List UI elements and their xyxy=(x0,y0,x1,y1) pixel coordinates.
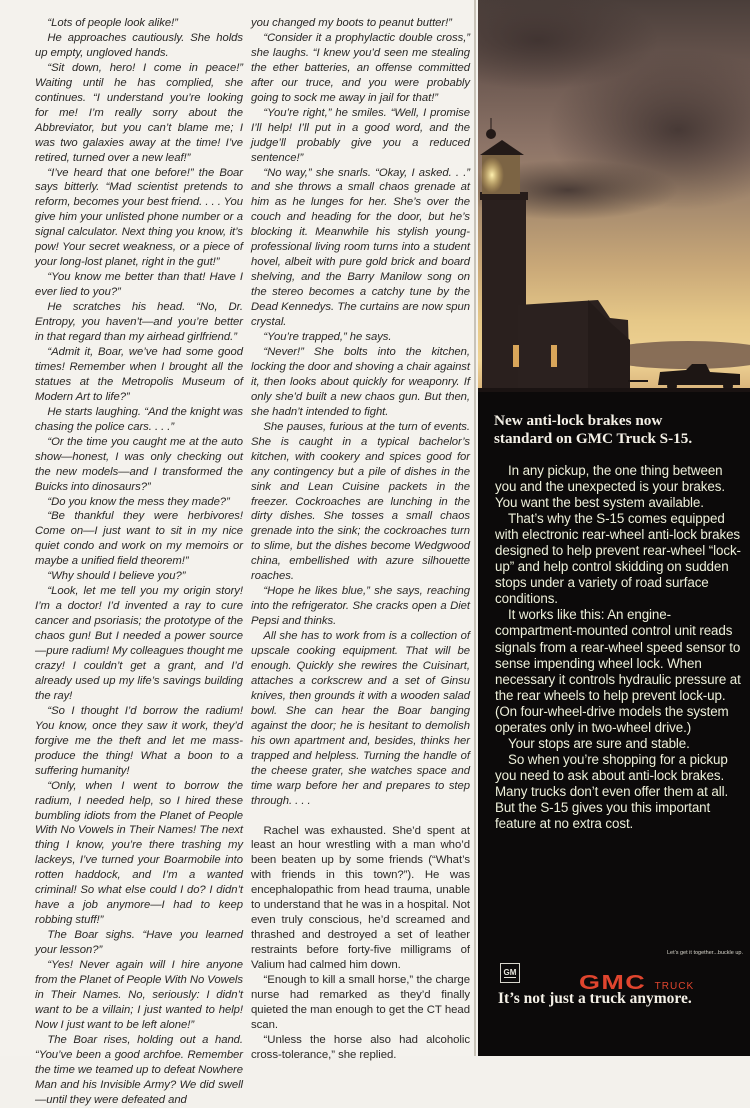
lighthouse-photo xyxy=(478,0,750,392)
story-paragraph: “You know me better than that! Have I ever lied to you?” xyxy=(35,271,243,299)
story-paragraph: “Sit down, hero! I come in peace!” Waiting until he has complied, she continues. “I understand you’re looking for me! I’m really sorry about the Abbreviator, but you can’t blame me; I was two galaxies away at the time! I’ve retired, turned over a new leaf!” xyxy=(35,61,243,164)
gm-logo-text: GM xyxy=(503,968,517,977)
story-paragraph: She pauses, furious at the turn of events. She is caught in a typical bachelor’s kitchen, with cookery and spices good for any contingency but a pile of dishes in the sink and Lean Cuisine packets in the freezer. Cockroaches are lunching in the dirty dishes. She tosses a small chaos grenade into the sink; the cockroaches turn to slime, but the dishes become Wedgwood china, embellished with azure silhouette roaches. xyxy=(251,420,470,583)
gm-logo-icon xyxy=(500,963,520,983)
ad-paragraph: In any pickup, the one thing between you and the unexpected is your brakes. You want the best system available. xyxy=(495,463,725,511)
story-paragraph: “No way,” she snarls. “Okay, I asked. . .” and she throws a small chaos grenade at him as he lunges for her. She’s over the couch and heading for the door, but he’s blocking it. Meanwhile his stylish young-professional living room turns into a student hovel, albeit with pure gold brick and board shelving, and the Barry Manilow song on the stereo becomes a catchy tune by the Dead Kennedys. The curtains are now spun crystal. xyxy=(251,166,470,329)
ad-headline-line: standard on GMC Truck S-15. xyxy=(494,430,693,447)
ad-body-copy xyxy=(495,463,745,832)
ad-tagline: It’s not just a truck anymore. xyxy=(498,990,692,1007)
ad-headline-line: New anti-lock brakes now xyxy=(494,412,663,429)
story-paragraph: “You’re trapped,” he says. xyxy=(263,331,392,344)
story-paragraph: “Never!” She bolts into the kitchen, locking the door and shoving a chair against it, then looks about quickly for weaponry. If only she’d built a new chaos gun. But then, she hadn’t intended to fight. xyxy=(251,345,470,418)
story-paragraph: “Or the time you caught me at the auto show—honest, I was only checking out the new models—and I transformed the Buicks into dinosaurs?” xyxy=(35,435,243,493)
story-paragraph: “Yes! Never again will I hire anyone from the Planet of People With No Vowels in Their Names. No, seriously: I didn’t want to be a villain; I just wanted to help! Now I just want to be left alone!” xyxy=(35,959,243,1031)
ad-paragraph: Your stops are sure and stable. xyxy=(508,735,690,751)
ad-paragraph: So when you’re shopping for a pickup you need to ask about anti-lock brakes. Many trucks don’t even offer them at all. But the S-15 gives you this important feature at no extra cost. xyxy=(495,751,729,832)
story-paragraph: “You’re right,” he smiles. “Well, I promise I’ll help! I’ll put in a good word, and the judge’ll probably give you a reduced sentence!” xyxy=(251,106,470,164)
ad-paragraph: That’s why the S-15 comes equipped with electronic rear-wheel anti-lock brakes designed to help prevent rear-wheel “lock-up” and help control skidding on sudden stops under a variety of road surface conditions. xyxy=(495,511,741,607)
story-paragraph: “Do you know the mess they made?” xyxy=(47,495,230,508)
story-paragraph: “I’ve heard that one before!” the Boar says bitterly. “Mad scientist pretends to reform, becomes your best friend. . . . You give him your unlisted phone number or a signal calculator. Next thing you know, it’s pow! Your secret weakness, or a piece of your long-lost planet, right in the gut!” xyxy=(35,166,243,269)
page-gutter-divider xyxy=(474,0,476,1056)
ad-paragraph: It works like this: An engine-compartment-mounted control unit reads signals from a rear-wheel speed sensor to sense impending wheel lock. When necessary it controls hydraulic pressure at the rear wheels to help prevent lock-up. (On four-wheel-drive models the system operates only in two-wheel drive.) xyxy=(495,607,741,735)
buckle-up-slogan: Let’s get it together...buckle up. xyxy=(666,950,743,956)
ad-headline xyxy=(494,412,744,448)
story-paragraph: “Admit it, Boar, we’ve had some good times! Remember when I brought all the statues at the Metropolis Museum of Modern Art to life?” xyxy=(35,345,243,403)
story-paragraph: “Look, let me tell you my origin story! I’m a doctor! I’d invented a ray to cure cancer and psoriasis; the prototype of the chaos gun! But I needed a power source—pure radium! My colleagues thought me crazy! I couldn’t get a grant, and I’d already used up my life’s savings building the ray! xyxy=(35,585,243,702)
truck-wordmark: TRUCK xyxy=(654,981,695,992)
story-paragraph: The Boar sighs. “Have you learned your lesson?” xyxy=(35,929,243,957)
story-paragraph: “Consider it a prophylactic double cross,” she laughs. “I knew you’d seen me stealing the ether batteries, an offense committed after our truce, and you were probably going to sock me away in jail for that!” xyxy=(251,31,470,104)
story-paragraph: you changed my boots to peanut butter!” xyxy=(251,17,452,29)
story-paragraph: “Enough to kill a small horse,” the charge nurse had remarked as they’d finally quieted the man enough to get the CT head scan. xyxy=(251,974,470,1031)
gmc-wordmark: GMC xyxy=(579,972,647,994)
story-paragraph: “Why should I believe you?” xyxy=(47,570,186,583)
house-window xyxy=(513,345,519,367)
story-paragraph: “Only, when I went to borrow the radium, I needed help, so I hired these bumbling idiots from the Planet of People With No Vowels in Their Names! The next thing I know, you’re there trashing my lackeys, I’ve turned your Boarmobile into rotten haddock, and I’m a wanted criminal! So what else could I do? I didn’t have a job anymore—I had to keep robbing stuff!” xyxy=(35,779,243,927)
story-paragraph: “Be thankful they were herbivores! Come on—I just want to sit in my nice quiet condo and work on my memoirs or maybe a unified field theorem!” xyxy=(35,510,243,568)
story-paragraph: He approaches cautiously. She holds up empty, ungloved hands. xyxy=(35,31,243,59)
story-paragraph: “Hope he likes blue,” she says, reaching into the refrigerator. She cracks open a Diet Pepsi and thinks. xyxy=(251,585,470,628)
story-paragraph: The Boar rises, holding out a hand. “You’ve been a good archfoe. Remember the time we teamed up to defeat Nowhere Man and his Invisible Army? We did swell—until they were defeated and xyxy=(35,1033,243,1106)
story-paragraph: He starts laughing. “And the knight was chasing the police cars. . . .” xyxy=(35,405,243,433)
story-paragraph: All she has to work from is a collection of upscale cooking equipment. That will be enough. Quickly she rewires the Cuisinart, attaches a corkscrew and a set of Ginsu knives, then grounds it with a wooden salad bowl. She can hear the Boar banging against the door; he is hesitant to demolish his own apartment and, besides, thinks her trapped and helpless. Turning the handle of the cheese grater, she watches space and time warp before her and prepares to step through. . . . xyxy=(251,630,470,807)
gmc-advertisement xyxy=(478,0,750,1056)
lighthouse-silhouette-image xyxy=(478,0,750,392)
story-column-1 xyxy=(35,16,243,1108)
story-paragraph: Rachel was exhausted. She’d spent at least an hour wrestling with a man who’d been beaten up by some friends (“What’s with friends in this town?”). He was encephalopathic from head trauma, unable to understand that he was in a hospital. Not even truly conscious, he’d screamed and thrashed and destroyed a set of leather restraints before forty-five milligrams of Valium had calmed him down. xyxy=(251,824,470,972)
story-column-2 xyxy=(251,16,470,1063)
house-window xyxy=(551,345,557,367)
story-paragraph: He scratches his head. “No, Dr. Entropy, you haven’t—and you’re better in that regard than my airhead girlfriend.” xyxy=(35,301,243,344)
story-paragraph: “Lots of people look alike!” xyxy=(47,17,178,29)
story-paragraph: “Unless the horse also had alcoholic cross-tolerance,” she replied. xyxy=(251,1033,470,1061)
story-paragraph: “So I thought I’d borrow the radium! You know, once they saw it work, they’d forgive me the theft and let me mass-produce the thing! What a boon to a suffering humanity! xyxy=(35,704,243,777)
